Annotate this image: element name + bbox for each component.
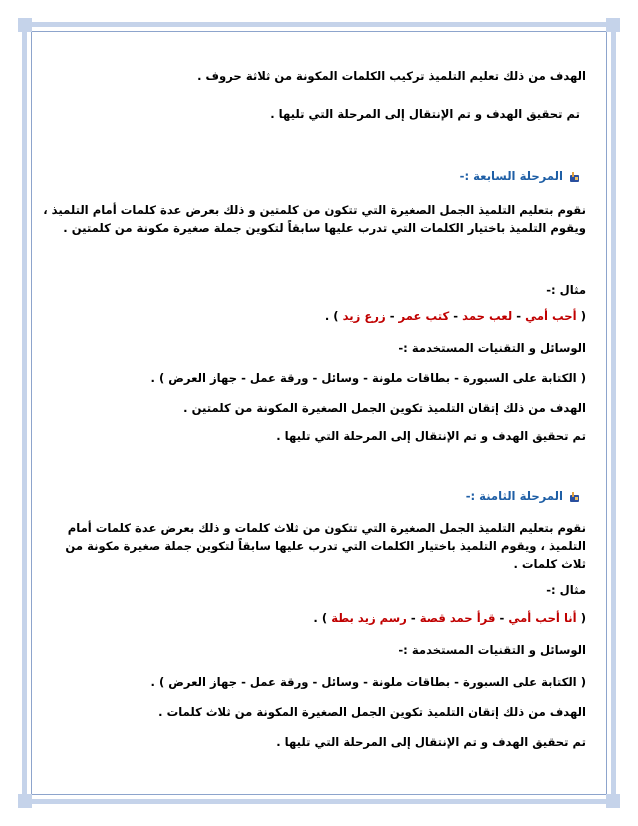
stage8-tools-label: الوسائل و التقنيات المستخدمة :- (398, 643, 586, 657)
example-item: زرع زيد (342, 309, 386, 323)
stage8-tools: ( الكتابة على السبورة - بطاقات ملونة - وسائل - ورقة عمل - جهاز العرض ) . (150, 675, 586, 689)
stage7-example-label: مثال :- (546, 283, 586, 297)
border-corner (606, 18, 620, 32)
border-corner (606, 794, 620, 808)
stage8-goal: الهدف من ذلك إتقان التلميذ تكوين الجمل الصغيرة المكونة من ثلاث كلمات . (158, 705, 586, 719)
stage7-goal: الهدف من ذلك إتقان التلميذ تكوين الجمل الصغيرة المكونة من كلمتين . (183, 401, 586, 415)
intro-done: تم تحقيق الهدف و تم الإنتقال إلى المرحلة التي تليها . (270, 107, 580, 121)
stage7-example: ( أحب أمي - لعب حمد - كتب عمر - زرع زيد ) . (324, 309, 586, 323)
pointing-hand-icon (569, 171, 580, 182)
example-item: قرأ حمد قصة (419, 611, 496, 625)
pointing-hand-icon (569, 491, 580, 502)
document-body (43, 0, 586, 826)
border-corner (18, 794, 32, 808)
stage7-desc-1: نقوم بتعليم التلميذ الجمل الصغيرة التي تتكون من كلمتين و ذلك بعرض عدة كلمات أمام التلميذ ، (43, 203, 586, 217)
stage7-tools-label: الوسائل و التقنيات المستخدمة :- (398, 341, 586, 355)
example-item: أحب أمي (525, 309, 577, 323)
stage8-title: المرحلة الثامنة :- (465, 489, 563, 503)
stage7-tools: ( الكتابة على السبورة - بطاقات ملونة - وسائل - ورقة عمل - جهاز العرض ) . (150, 371, 586, 385)
intro-goal: الهدف من ذلك تعليم التلميذ تركيب الكلمات المكونة من ثلاثة حروف . (197, 69, 586, 83)
example-item: كتب عمر (398, 309, 450, 323)
stage8-example-label: مثال :- (546, 583, 586, 597)
stage7-desc-2: ويقوم التلميذ باختيار الكلمات التي تدرب عليها سابقاً لتكوين جملة صغيرة مكونة من كلمتين . (63, 221, 586, 235)
stage8-example: ( أنا أحب أمي - قرأ حمد قصة - رسم زيد بطة ) . (313, 611, 586, 625)
stage7-title: المرحلة السابعة :- (459, 169, 563, 183)
stage8-desc-1: نقوم بتعليم التلميذ الجمل الصغيرة التي تتكون من ثلاث كلمات و ذلك بعرض عدة كلمات أمام (67, 521, 586, 535)
example-item: أنا أحب أمي (508, 611, 577, 625)
example-item: رسم زيد بطة (331, 611, 407, 625)
stage8-done: تم تحقيق الهدف و تم الإنتقال إلى المرحلة التي تليها . (276, 735, 586, 749)
stage7-done: تم تحقيق الهدف و تم الإنتقال إلى المرحلة التي تليها . (276, 429, 586, 443)
example-item: لعب حمد (462, 309, 513, 323)
stage8-desc-2: التلميذ ، ويقوم التلميذ باختيار الكلمات التي تدرب عليها سابقاً لتكوين جملة صغيرة مكونة من (65, 539, 586, 553)
stage8-desc-3: ثلاث كلمات . (513, 557, 586, 571)
stage7-heading (52, 168, 580, 184)
stage8-heading (52, 488, 580, 504)
border-corner (18, 18, 32, 32)
